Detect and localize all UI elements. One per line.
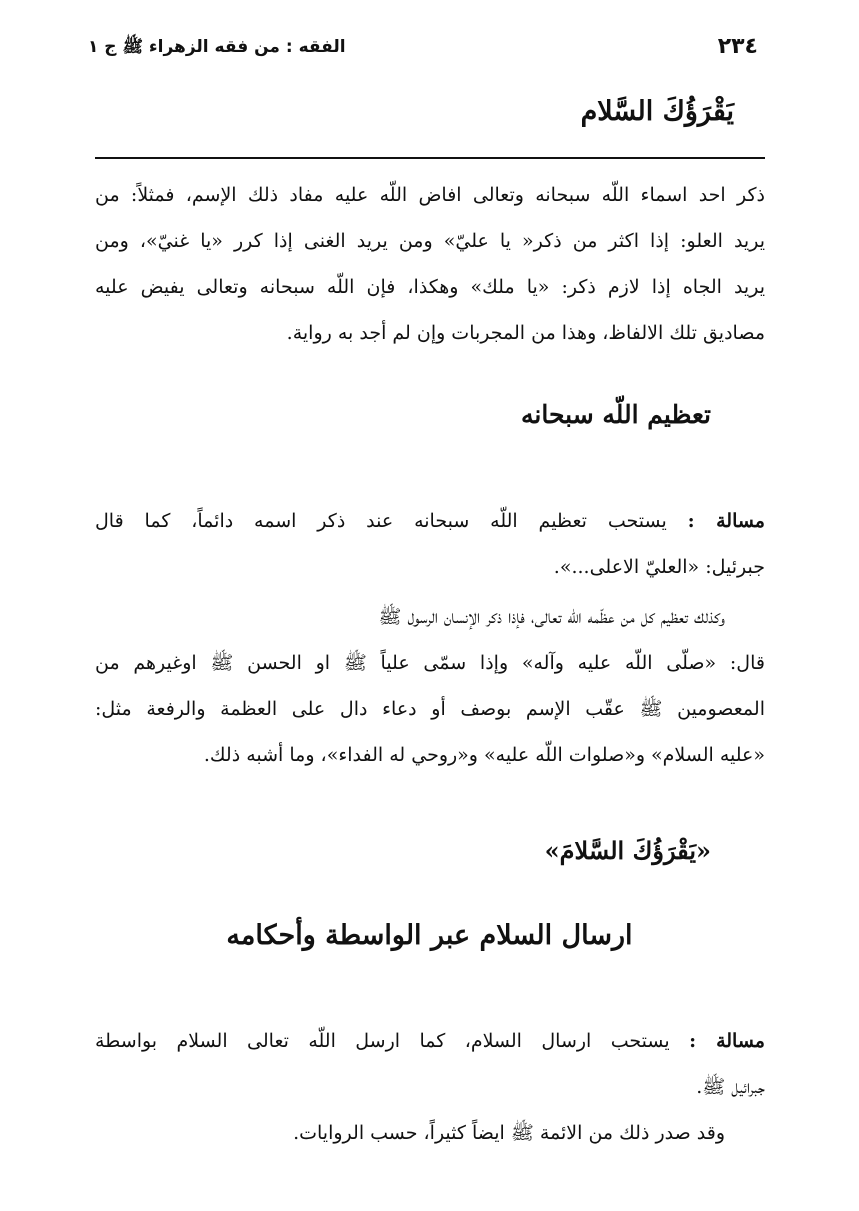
paragraph-glorifying-issue (95, 498, 765, 590)
text-line: ذكر احد اسماء اللّه سبحانه وتعالى افاض اللّه عليه مفاد ذلك الإسم، فمثلاً: من (95, 184, 765, 206)
section-heading-sending-greetings: ارسال السلام عبر الواسطة وأحكامه (226, 920, 633, 951)
paragraph-sending-imams (95, 1110, 765, 1156)
text-line: يريد الجاه إذا لازم ذكر: «يا ملك» وهكذا، فإن اللّه سبحانه وتعالى يفيض عليه (95, 276, 765, 298)
quoted-heading-yaqrauka: «يَقْرَؤُكَ السَّلامَ» (544, 836, 711, 865)
paragraph-sending-issue (95, 1018, 765, 1110)
section-heading-glorifying-god: تعظيم اللّه سبحانه (521, 400, 711, 429)
paragraph-names-of-god (95, 172, 765, 356)
running-header (88, 34, 758, 64)
text-line: جبرائيل ﷺ. (696, 1076, 765, 1098)
text-run: يستحب تعظيم اللّه سبحانه عند ذكر اسمه دائماً، كما قال (95, 510, 667, 532)
text-line: يريد العلو: إذا اكثر من ذكر« يا عليّ» ومن يريد الغنى إذا كرر «يا غنيّ»، ومن (95, 230, 765, 252)
issue-label: مسالة : (687, 510, 765, 532)
text-line: قال: «صلّى اللّه عليه وآله» وإذا سمّى علياً ﷺ او الحسن ﷺ اوغيرهم من (95, 652, 765, 674)
text-line: المعصومين ﷺ عقّب الإسم بوصف أو دعاء دال على العظمة والرفعة مثل: (95, 698, 765, 720)
text-run: يستحب ارسال السلام، كما ارسل اللّه تعالى السلام بواسطة (95, 1030, 670, 1052)
section-heading-yaqrauka: يَقْرَؤُكَ السَّلام (580, 96, 734, 127)
text-line: مصاديق تلك الالفاظ، وهذا من المجربات وإن لم أجد به رواية. (286, 322, 765, 344)
text-line (95, 498, 765, 544)
book-title: الفقه : من فقه الزهراء ﷺ ج ١ (88, 37, 346, 57)
text-line: «عليه السلام» و«صلوات اللّه عليه» و«روحي له الفداء»، وما أشبه ذلك. (203, 744, 765, 766)
issue-label: مسالة : (689, 1030, 765, 1052)
text-line: وقد صدر ذلك من الائمة ﷺ ايضاً كثيراً، حسب الروايات. (293, 1122, 725, 1144)
heading-rule (95, 157, 765, 159)
text-line (95, 1018, 765, 1064)
page-number: ٢٣٤ (717, 34, 758, 59)
paragraph-glorifying-honored (95, 594, 765, 778)
text-line: جبرئيل: «العليّ الاعلى...». (553, 556, 765, 578)
text-line: وكذلك تعظيم كل من عظّمه اللّه تعالى، فإذا ذكر الإنسان الرسول ﷺ (378, 606, 725, 628)
